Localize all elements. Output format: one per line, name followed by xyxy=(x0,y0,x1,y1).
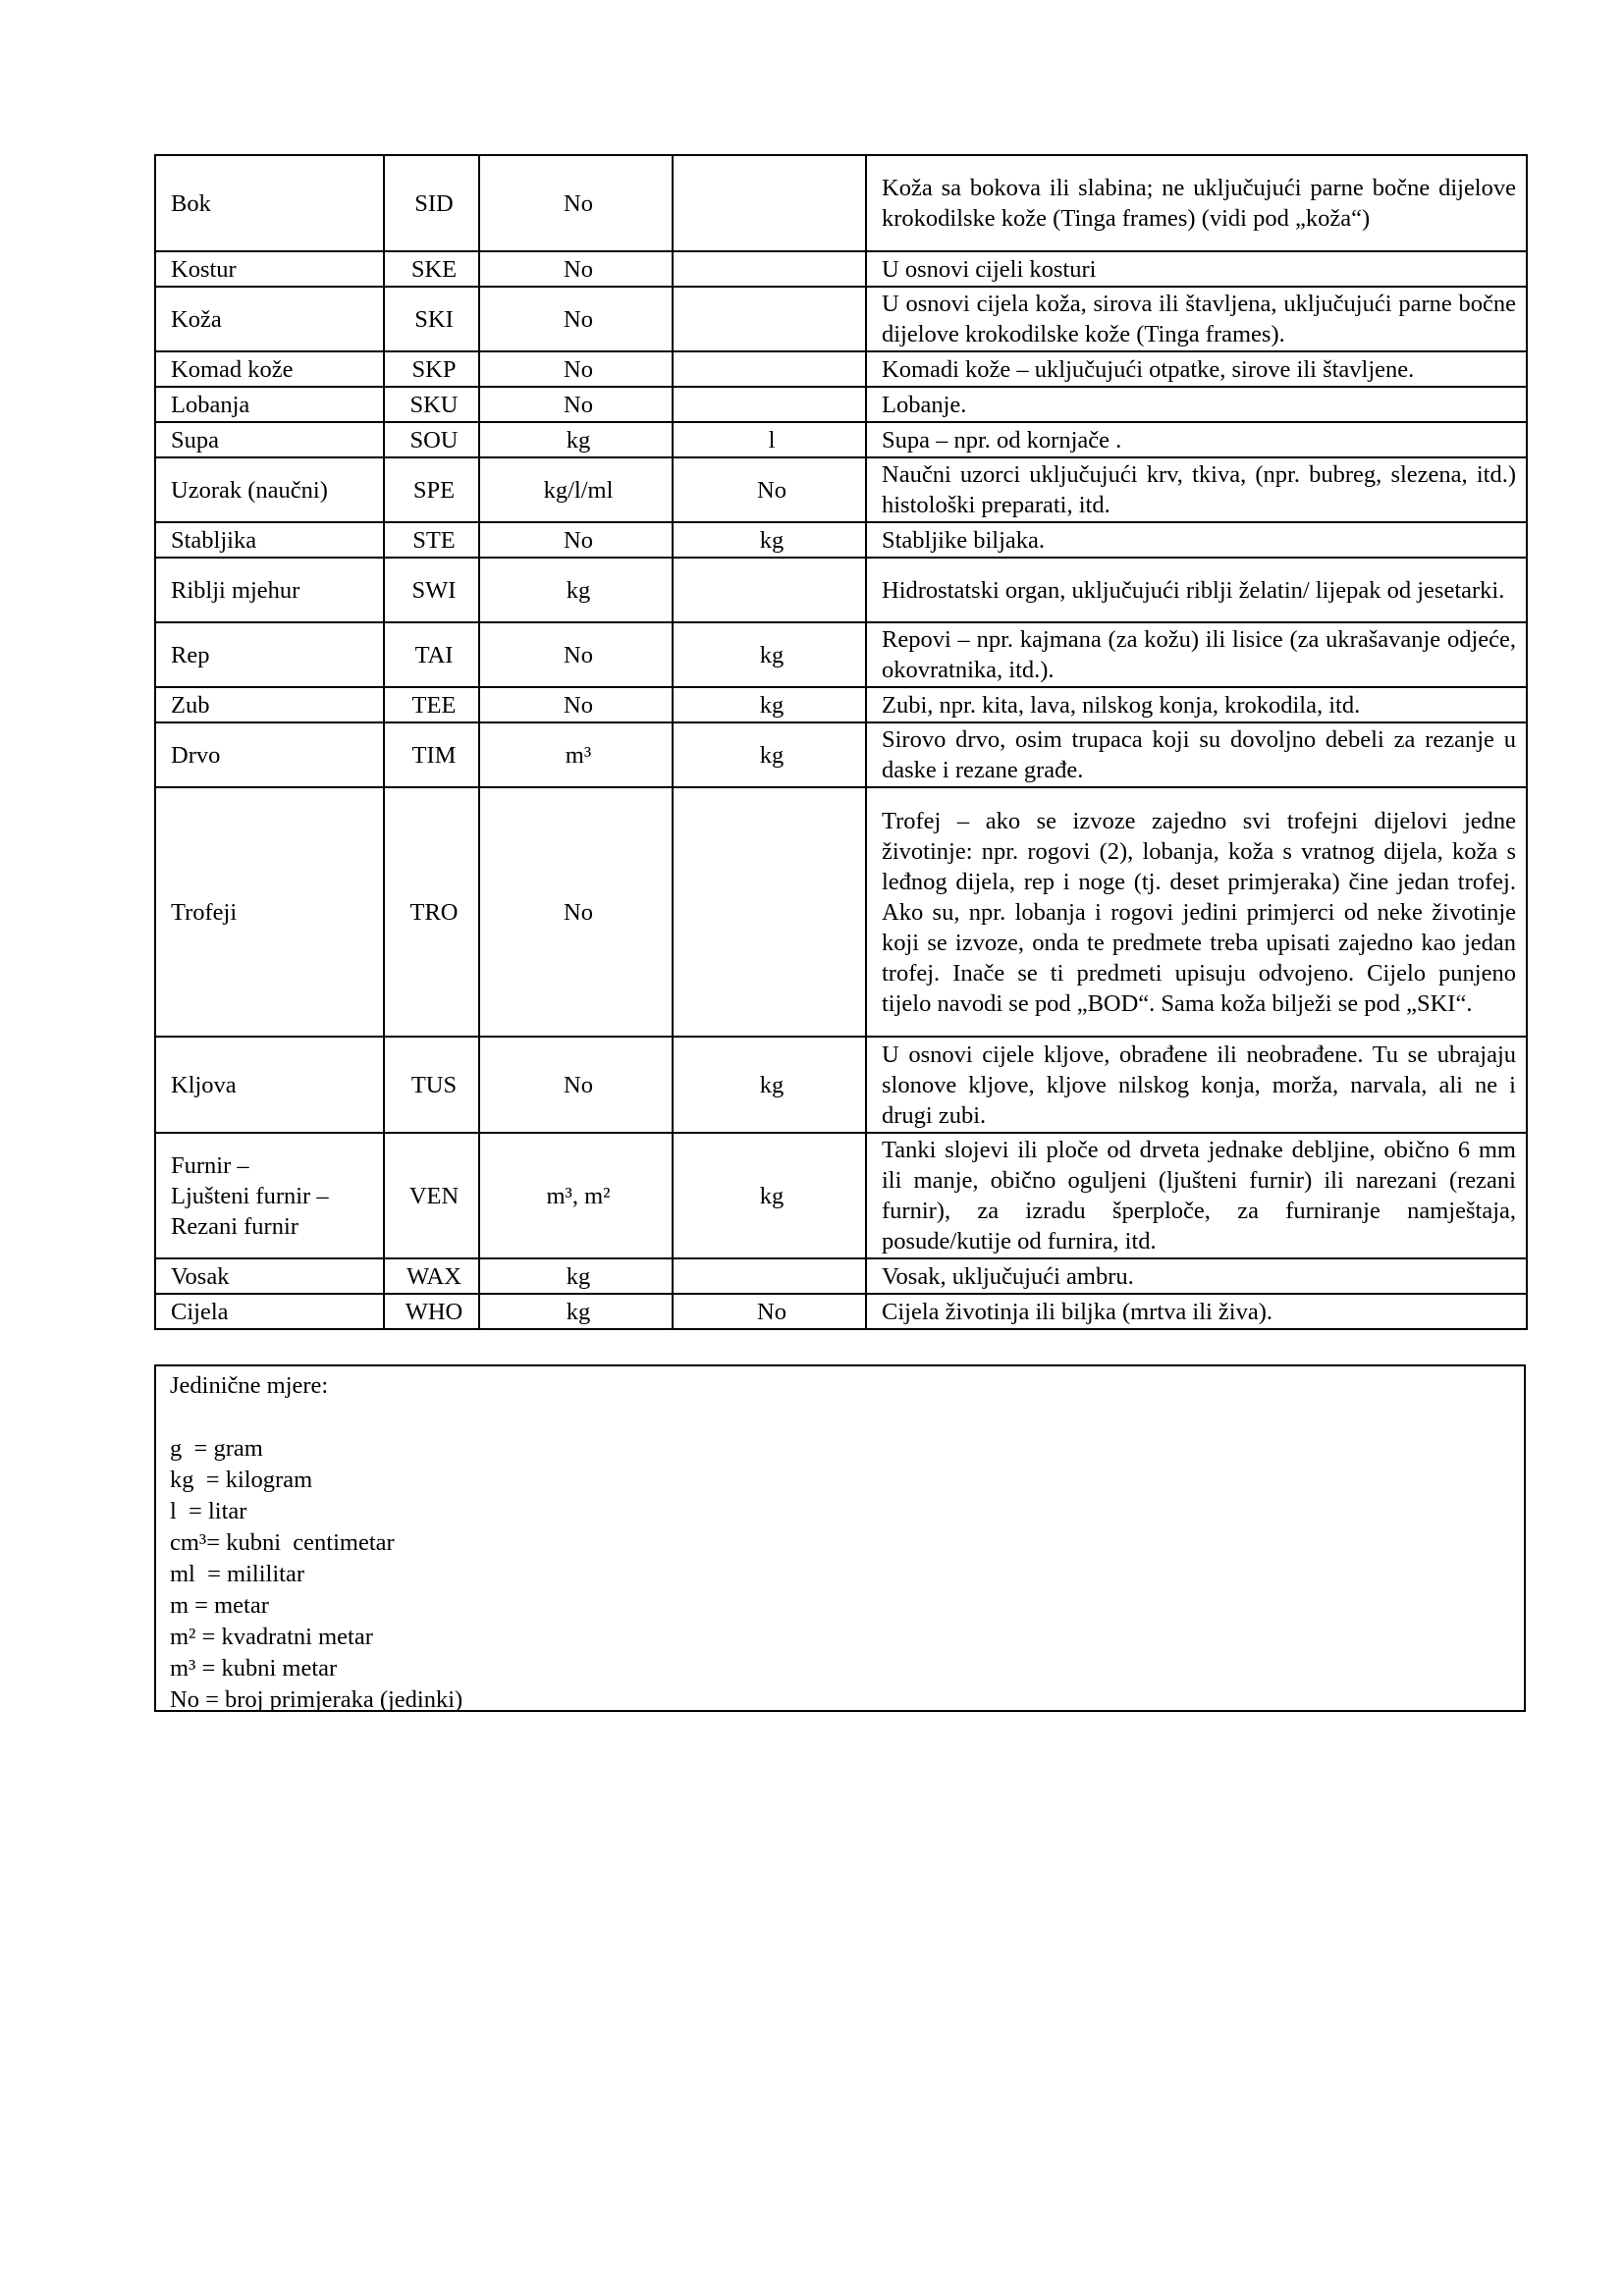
row-description: Supa – npr. od kornjače . xyxy=(866,422,1527,457)
row-code: SKE xyxy=(384,251,479,287)
row-name: Bok xyxy=(155,155,384,251)
row-unit: No xyxy=(479,687,673,722)
legend-item: l = litar xyxy=(170,1498,247,1524)
row-alt-unit xyxy=(673,1258,866,1294)
row-name: Drvo xyxy=(155,722,384,787)
row-code: WAX xyxy=(384,1258,479,1294)
row-alt-unit: kg xyxy=(673,722,866,787)
legend-item: m = metar xyxy=(170,1592,269,1619)
row-code: TEE xyxy=(384,687,479,722)
table-row xyxy=(155,687,1527,722)
row-unit: No xyxy=(479,522,673,558)
units-legend xyxy=(154,1364,1526,1712)
row-unit: kg/l/ml xyxy=(479,457,673,522)
row-code: SOU xyxy=(384,422,479,457)
row-code: VEN xyxy=(384,1133,479,1258)
row-name: Zub xyxy=(155,687,384,722)
row-description: Stabljike biljaka. xyxy=(866,522,1527,558)
table-row xyxy=(155,155,1527,251)
row-name: Kostur xyxy=(155,251,384,287)
table-row xyxy=(155,251,1527,287)
row-name: Komad kože xyxy=(155,351,384,387)
row-name: Koža xyxy=(155,287,384,351)
row-code: TUS xyxy=(384,1037,479,1133)
row-unit: No xyxy=(479,251,673,287)
table-row xyxy=(155,787,1527,1037)
row-description: Tanki slojevi ili ploče od drveta jednake debljine, obično 6 mm ili manje, obično oguljeni (ljušteni furnir) ili narezani (rezani furnir), za izradu šperploče, za furniranje namještaja, posude/kutije od furnira, itd. xyxy=(866,1133,1527,1258)
row-unit: kg xyxy=(479,1258,673,1294)
row-unit: m³ xyxy=(479,722,673,787)
row-alt-unit xyxy=(673,251,866,287)
row-name: Vosak xyxy=(155,1258,384,1294)
row-code: SID xyxy=(384,155,479,251)
row-code: SKI xyxy=(384,287,479,351)
row-unit: m³, m² xyxy=(479,1133,673,1258)
row-description: Lobanje. xyxy=(866,387,1527,422)
row-unit: No xyxy=(479,351,673,387)
row-unit: No xyxy=(479,155,673,251)
table-row xyxy=(155,287,1527,351)
row-alt-unit xyxy=(673,387,866,422)
row-code: TAI xyxy=(384,622,479,687)
row-description: Komadi kože – uključujući otpatke, sirove ili štavljene. xyxy=(866,351,1527,387)
table-row xyxy=(155,1037,1527,1133)
row-description: Zubi, npr. kita, lava, nilskog konja, krokodila, itd. xyxy=(866,687,1527,722)
row-unit: No xyxy=(479,1037,673,1133)
table-row xyxy=(155,1258,1527,1294)
row-alt-unit: No xyxy=(673,457,866,522)
table-row xyxy=(155,522,1527,558)
row-alt-unit: kg xyxy=(673,1037,866,1133)
legend-item: ml = mililitar xyxy=(170,1561,304,1587)
legend-title: Jedinične mjere: xyxy=(170,1372,329,1399)
row-code: STE xyxy=(384,522,479,558)
row-name: Uzorak (naučni) xyxy=(155,457,384,522)
row-name: Trofeji xyxy=(155,787,384,1037)
row-alt-unit xyxy=(673,287,866,351)
row-unit: No xyxy=(479,387,673,422)
row-alt-unit: l xyxy=(673,422,866,457)
row-name: Rep xyxy=(155,622,384,687)
legend-item: m² = kvadratni metar xyxy=(170,1624,373,1650)
table-row xyxy=(155,351,1527,387)
table-row xyxy=(155,457,1527,522)
row-name: Furnir – Ljušteni furnir – Rezani furnir xyxy=(155,1133,384,1258)
table-row xyxy=(155,387,1527,422)
row-name: Kljova xyxy=(155,1037,384,1133)
row-code: WHO xyxy=(384,1294,479,1329)
row-name: Lobanja xyxy=(155,387,384,422)
row-name: Supa xyxy=(155,422,384,457)
row-code: SKU xyxy=(384,387,479,422)
row-description: Vosak, uključujući ambru. xyxy=(866,1258,1527,1294)
row-code: SWI xyxy=(384,558,479,622)
row-code: TIM xyxy=(384,722,479,787)
legend-item: m³ = kubni metar xyxy=(170,1655,338,1682)
row-unit: kg xyxy=(479,558,673,622)
legend-item: No = broj primjeraka (jedinki) xyxy=(170,1686,463,1713)
row-description: Repovi – npr. kajmana (za kožu) ili lisice (za ukrašavanje odjeće, okovratnika, itd.). xyxy=(866,622,1527,687)
table-row xyxy=(155,722,1527,787)
row-unit: kg xyxy=(479,422,673,457)
row-alt-unit: kg xyxy=(673,1133,866,1258)
legend-item: cm³= kubni centimetar xyxy=(170,1529,395,1556)
row-code: SKP xyxy=(384,351,479,387)
row-description: Koža sa bokova ili slabina; ne uključujući parne bočne dijelove krokodilske kože (Tinga frames) (vidi pod „koža“) xyxy=(866,155,1527,251)
table-row xyxy=(155,622,1527,687)
row-description: U osnovi cijela koža, sirova ili štavljena, uključujući parne bočne dijelove krokodilske kože (Tinga frames). xyxy=(866,287,1527,351)
table-row xyxy=(155,422,1527,457)
row-alt-unit xyxy=(673,155,866,251)
row-name: Riblji mjehur xyxy=(155,558,384,622)
row-alt-unit xyxy=(673,558,866,622)
row-description: U osnovi cijeli kosturi xyxy=(866,251,1527,287)
row-description: Sirovo drvo, osim trupaca koji su dovoljno debeli za rezanje u daske i rezane građe. xyxy=(866,722,1527,787)
table-row xyxy=(155,1294,1527,1329)
row-description: Cijela životinja ili biljka (mrtva ili živa). xyxy=(866,1294,1527,1329)
row-description: Naučni uzorci uključujući krv, tkiva, (npr. bubreg, slezena, itd.) histološki preparati, itd. xyxy=(866,457,1527,522)
row-alt-unit: kg xyxy=(673,522,866,558)
legend-item: g = gram xyxy=(170,1435,263,1462)
row-alt-unit: kg xyxy=(673,687,866,722)
row-unit: kg xyxy=(479,1294,673,1329)
row-alt-unit: No xyxy=(673,1294,866,1329)
row-alt-unit xyxy=(673,351,866,387)
row-code: SPE xyxy=(384,457,479,522)
row-name: Cijela xyxy=(155,1294,384,1329)
row-unit: No xyxy=(479,287,673,351)
row-unit: No xyxy=(479,787,673,1037)
row-description: Trofej – ako se izvoze zajedno svi trofejni dijelovi jedne životinje: npr. rogovi (2), lobanja, koža s vratnog dijela, koža s leđnog dijela, rep i noge (tj. deset primjeraka) čine jedan trofej. Ako su, npr. lobanja i rogovi jedini primjerci od neke životinje koji se izvoze, onda te predmete treba upisati zajedno kao jedan trofej. Inače se ti predmeti upisuju odvojeno. Cijelo punjeno tijelo navodi se pod „BOD“. Sama koža bilježi se pod „SKI“. xyxy=(866,787,1527,1037)
row-name: Stabljika xyxy=(155,522,384,558)
row-alt-unit: kg xyxy=(673,622,866,687)
row-alt-unit xyxy=(673,787,866,1037)
units-table-body xyxy=(155,155,1527,1329)
row-unit: No xyxy=(479,622,673,687)
units-table xyxy=(154,154,1528,1330)
row-description: U osnovi cijele kljove, obrađene ili neobrađene. Tu se ubrajaju slonove kljove, kljove nilskog konja, morža, narvala, ali ne i drugi zubi. xyxy=(866,1037,1527,1133)
row-code: TRO xyxy=(384,787,479,1037)
legend-item: kg = kilogram xyxy=(170,1467,313,1493)
table-row xyxy=(155,1133,1527,1258)
table-row xyxy=(155,558,1527,622)
row-description: Hidrostatski organ, uključujući riblji želatin/ lijepak od jesetarki. xyxy=(866,558,1527,622)
